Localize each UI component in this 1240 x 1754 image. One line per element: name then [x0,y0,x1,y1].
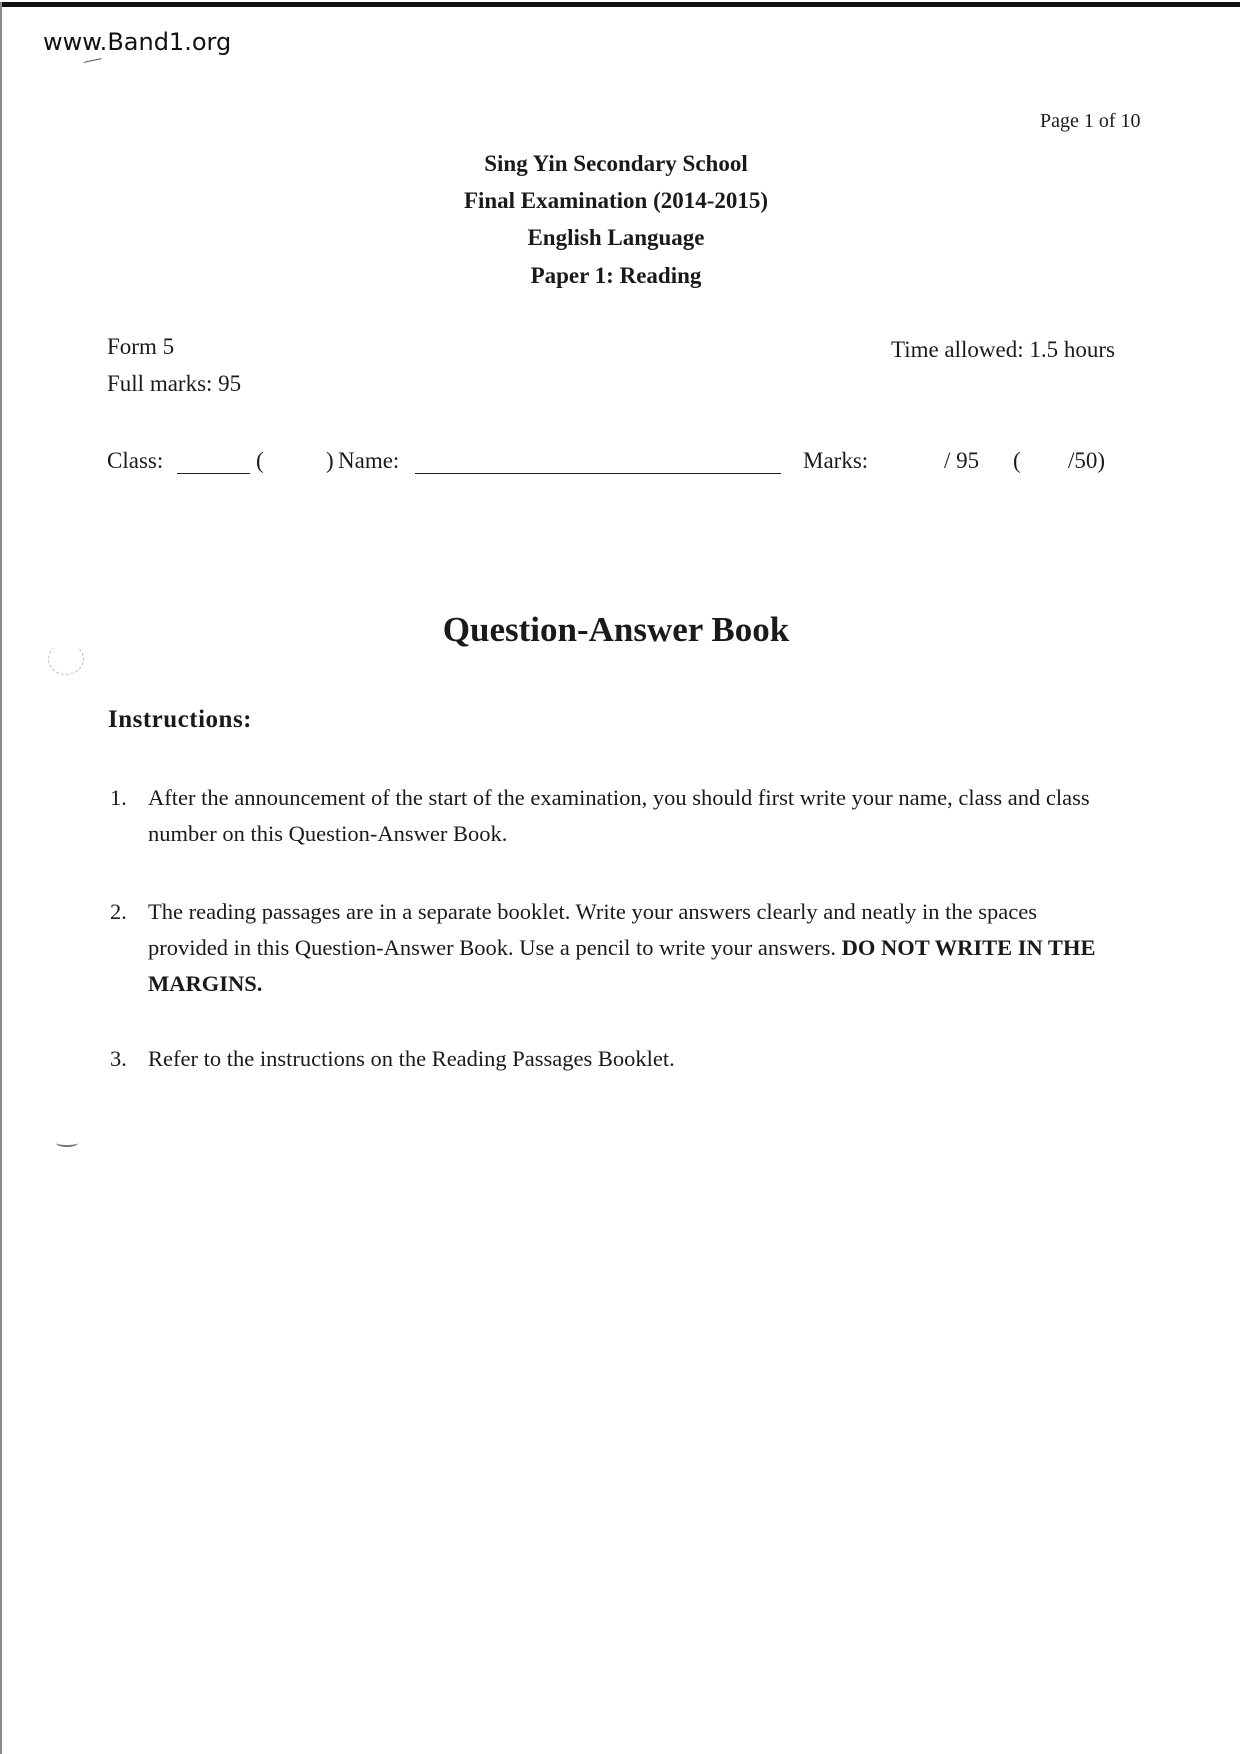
instruction-emphasis: DO NOT WRITE IN THE MARGINS. [148,935,1096,996]
watermark: www.Band1.org [43,28,232,56]
paper-title: Paper 1: Reading [530,263,702,288]
scan-top-border [0,2,1240,7]
instruction-item [110,894,1120,1002]
class-number-close-paren: ) [326,448,334,473]
instruction-item [110,780,1120,852]
book-title: Question-Answer Book [442,610,790,649]
instruction-text: The reading passages are in a separate booklet. Write your answers clearly and neatly in the spaces provided in this Question-Answer Book. Use a pencil to write your answers. [148,899,1037,960]
marks-total: / 95 [944,448,980,473]
full-marks: Full marks: 95 [107,371,242,396]
class-number-open-paren: ( [256,448,264,473]
instruction-number: 1. [110,785,127,810]
pencil-mark [84,58,103,67]
school-name: Sing Yin Secondary School [484,151,748,176]
instruction-text: Refer to the instructions on the Reading Passages Booklet. [148,1046,675,1071]
name-field[interactable] [415,473,781,474]
page-number: Page 1 of 10 [1040,110,1141,132]
instruction-number: 2. [110,899,127,924]
time-allowed: Time allowed: 1.5 hours [890,337,1115,362]
class-field[interactable] [177,473,250,474]
marks-scaled-open-paren: ( [1013,448,1021,473]
form-level: Form 5 [107,334,175,359]
marks-scaled: /50) [1068,448,1106,473]
subject-title: English Language [527,225,705,250]
instruction-item [110,1041,1120,1077]
instructions-heading: Instructions: [108,706,253,733]
marks-label: Marks: [803,448,869,473]
pencil-mark [56,1139,78,1147]
class-label: Class: [107,448,164,473]
instruction-text-wrap [148,894,1120,1002]
name-label: Name: [338,448,400,473]
exam-title: Final Examination (2014-2015) [463,188,769,213]
instruction-number: 3. [110,1046,127,1071]
instruction-text: After the announcement of the start of the examination, you should first write your name, class and class number on this Question-Answer Book. [148,785,1090,846]
